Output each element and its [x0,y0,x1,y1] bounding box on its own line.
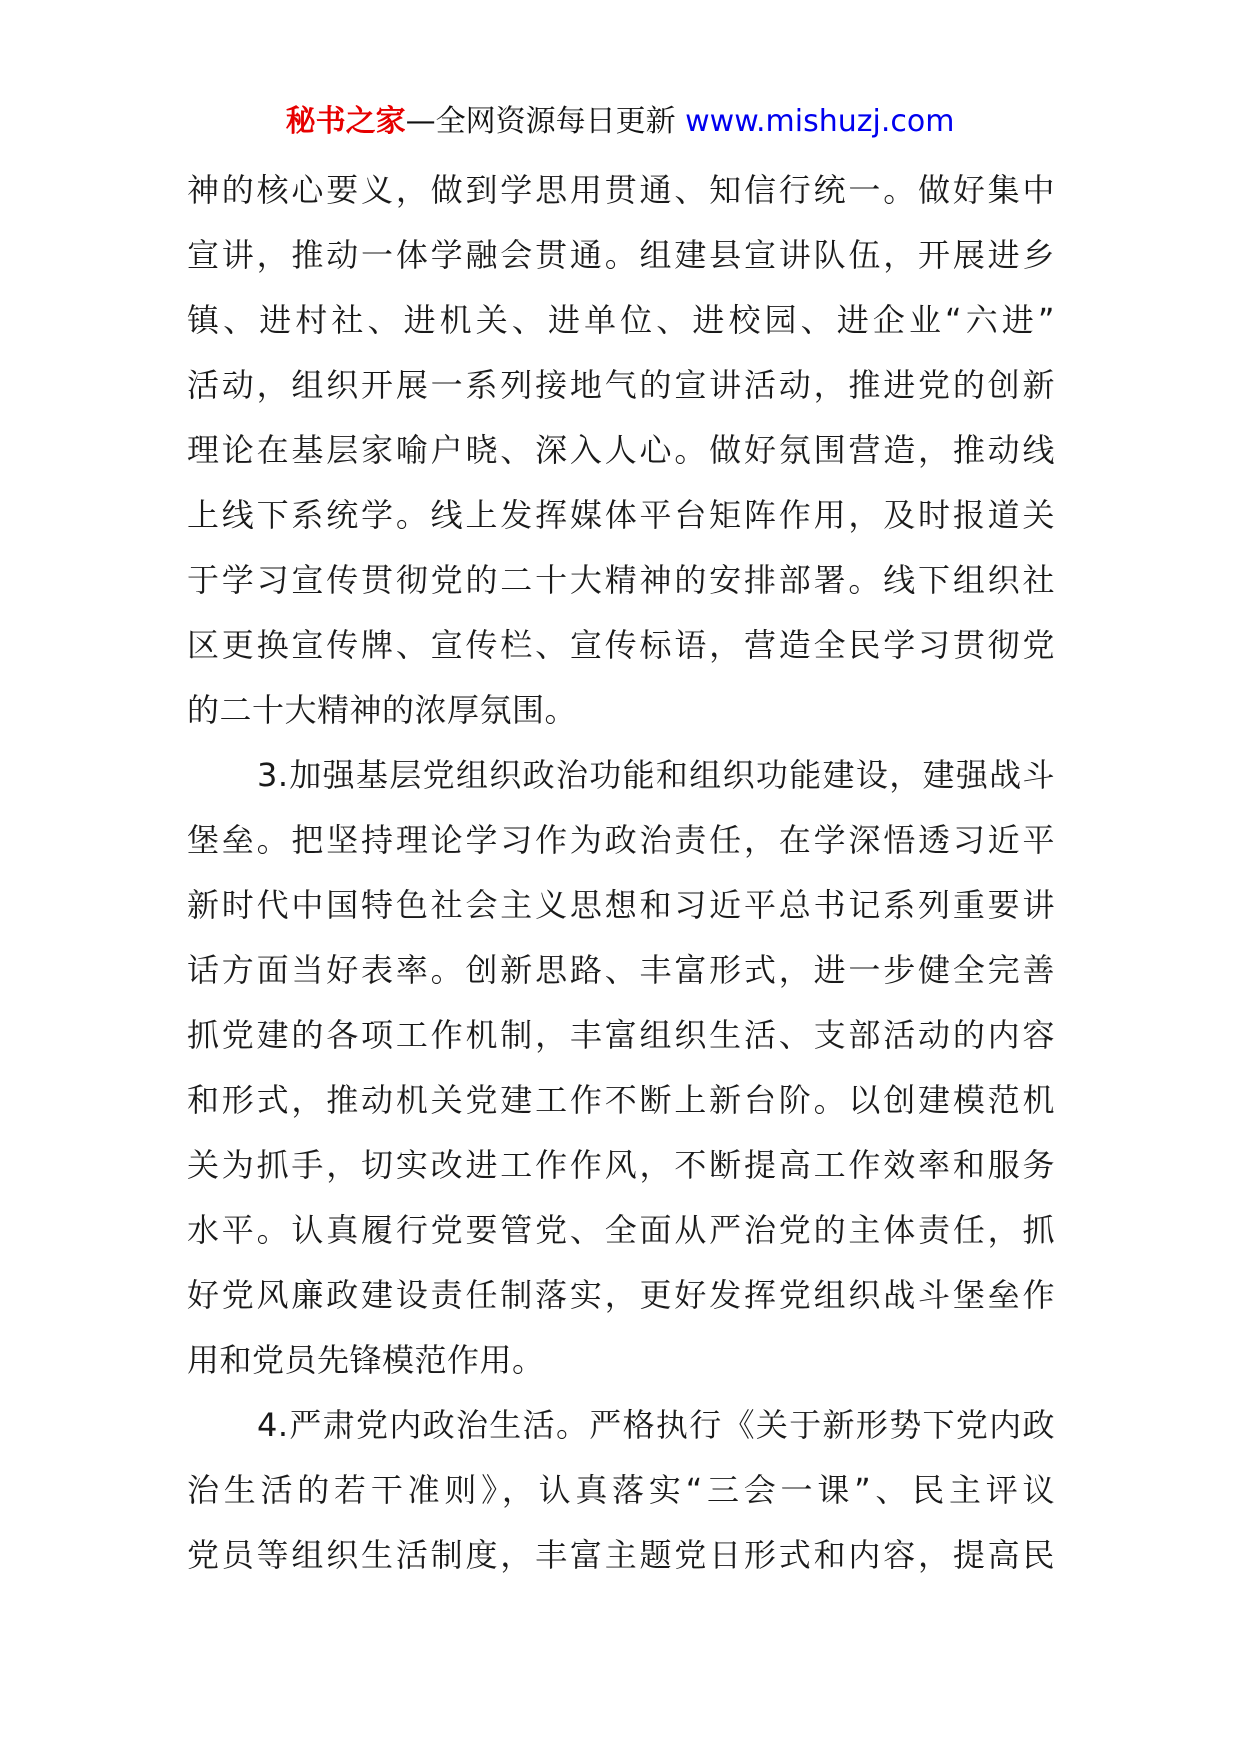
text-line: 抓党建的各项工作机制，丰富组织生活、支部活动的内容 [187,1016,1055,1054]
site-brand: 秘书之家 [285,104,406,139]
text-line: 堡垒。把坚持理论学习作为政治责任，在学深悟透习近平 [187,821,1055,859]
document-body [187,158,1055,1588]
text-line: 理论在基层家喻户晓、深入人心。做好氛围营造，推动线 [187,431,1055,469]
text-line: 4.严肃党内政治生活。严格执行《关于新形势下党内政 [257,1406,1055,1444]
text-line: 神的核心要义，做到学思用贯通、知信行统一。做好集中 [187,171,1055,209]
text-line: 活动，组织开展一系列接地气的宣讲活动，推进党的创新 [187,366,1055,404]
text-line: 的二十大精神的浓厚氛围。 [187,691,578,729]
site-tagline: —全网资源每日更新 [405,104,676,139]
text-line: 于学习宣传贯彻党的二十大精神的安排部署。线下组织社 [187,561,1055,599]
site-header [0,100,1240,144]
text-line: 治生活的若干准则》，认真落实“三会一课”、民主评议 [187,1471,1055,1509]
text-line: 好党风廉政建设责任制落实，更好发挥党组织战斗堡垒作 [187,1276,1055,1314]
text-line: 用和党员先锋模范作用。 [187,1341,545,1379]
text-line: 和形式，推动机关党建工作不断上新台阶。以创建模范机 [187,1081,1055,1119]
text-line: 宣讲，推动一体学融会贯通。组建县宣讲队伍，开展进乡 [187,236,1055,274]
site-url-link[interactable]: www.mishuzj.com [685,104,955,139]
text-line: 镇、进村社、进机关、进单位、进校园、进企业“六进” [187,301,1055,339]
text-line: 话方面当好表率。创新思路、丰富形式，进一步健全完善 [187,951,1055,989]
text-line: 3.加强基层党组织政治功能和组织功能建设，建强战斗 [257,756,1055,794]
text-line: 关为抓手，切实改进工作作风，不断提高工作效率和服务 [187,1146,1055,1184]
text-line: 水平。认真履行党要管党、全面从严治党的主体责任，抓 [187,1211,1055,1249]
text-line: 区更换宣传牌、宣传栏、宣传标语，营造全民学习贯彻党 [187,626,1055,664]
text-line: 新时代中国特色社会主义思想和习近平总书记系列重要讲 [187,886,1055,924]
text-line: 上线下系统学。线上发挥媒体平台矩阵作用，及时报道关 [187,496,1055,534]
text-line: 党员等组织生活制度，丰富主题党日形式和内容，提高民 [187,1536,1055,1574]
